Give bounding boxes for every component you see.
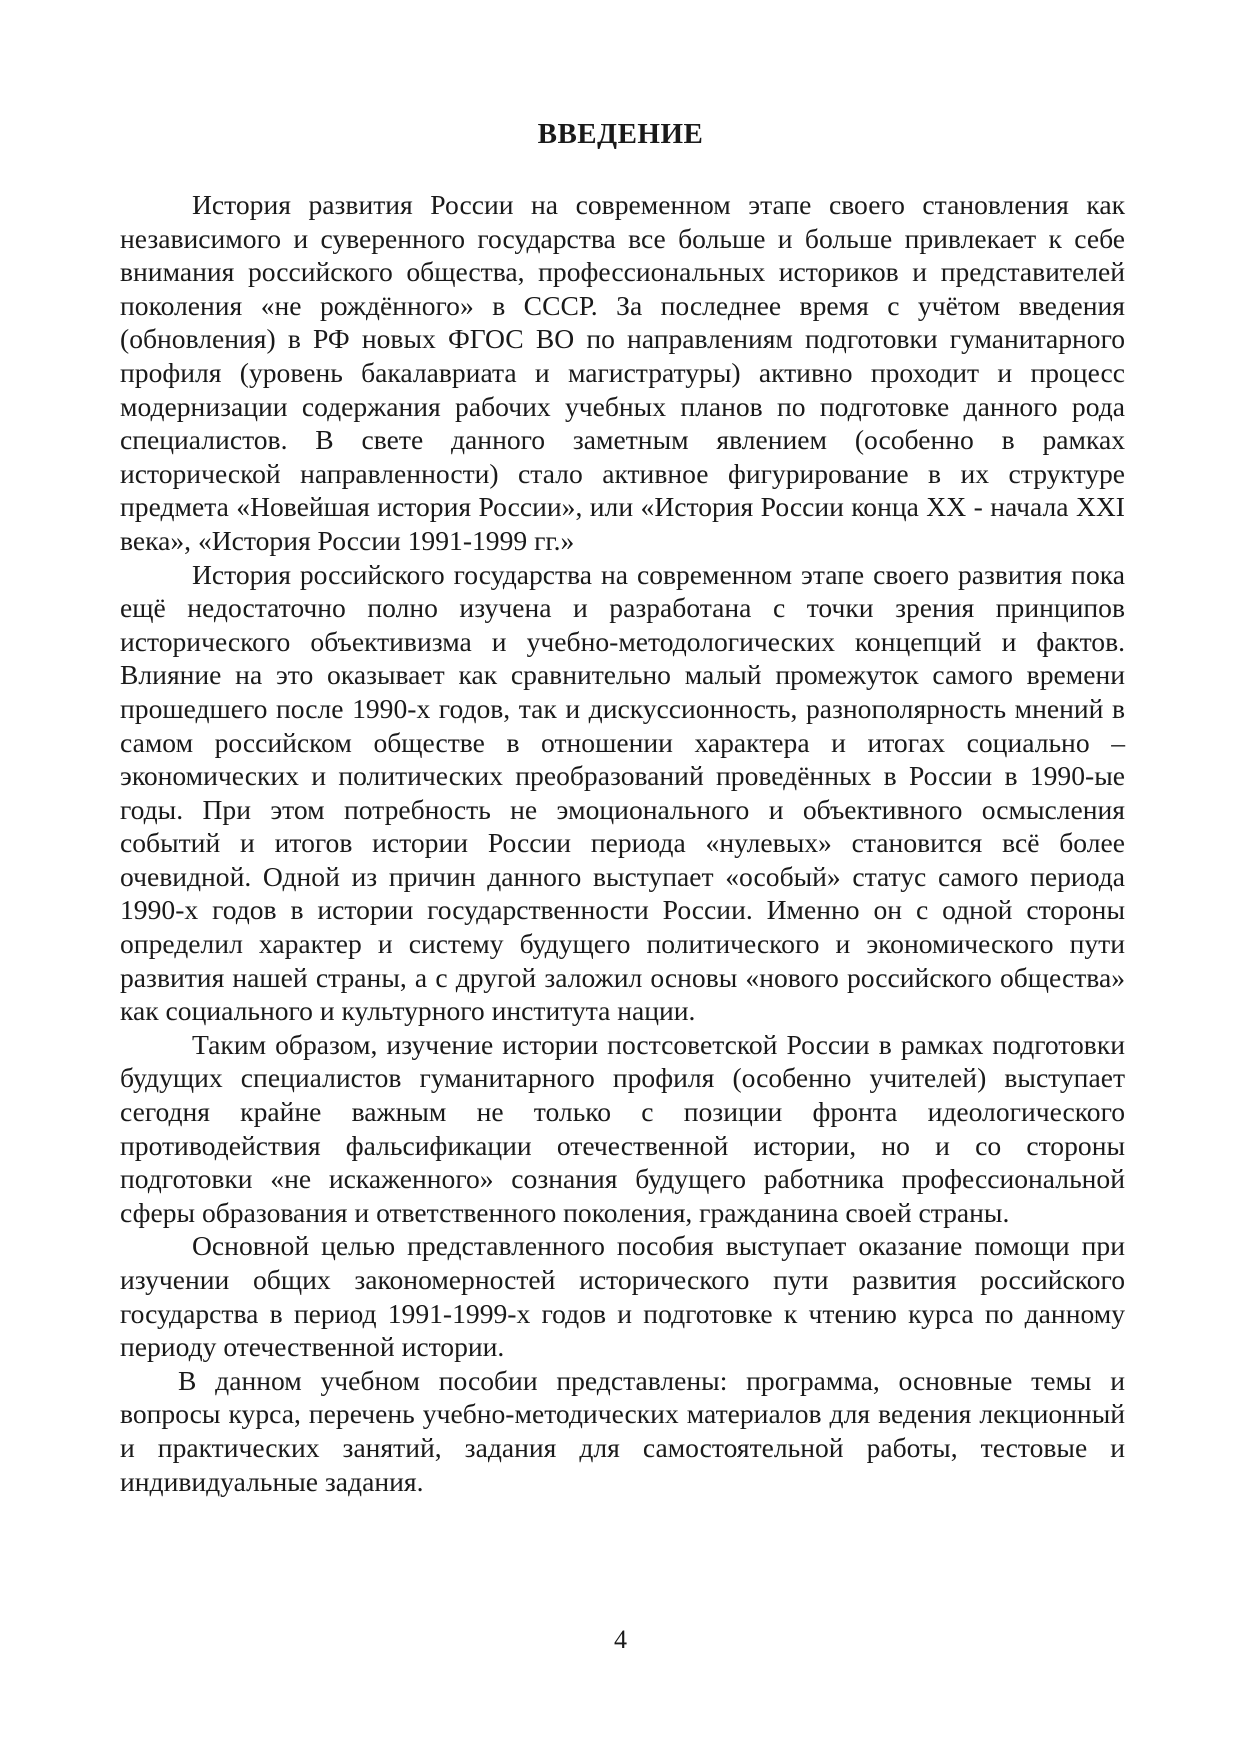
paragraph-3: Таким образом, изучение истории постсоветской России в рамках подготовки будущих специалистов гуманитарного профиля (особенно учителей) выступает сегодня крайне важным не только с позиции фронта идеологического противодействия фальсификации отечественной истории, но и со стороны подготовки «не искаженного» сознания будущего работника профессиональной сферы образования и ответственного поколения, гражданина своей страны.	[120, 1028, 1125, 1228]
paragraph-4: Основной целью представленного пособия выступает оказание помощи при изучении общих закономерностей исторического пути развития российского государства в период 1991-1999-х годов и подготовке к чтению курса по данному периоду отечественной истории.	[120, 1230, 1125, 1363]
paragraph-2: История российского государства на современном этапе своего развития пока ещё недостаточно полно изучена и разработана с точки зрения принципов исторического объективизма и учебно-методологических концепций и фактов. Влияние на это оказывает как сравнительно малый промежуток самого времени прошедшего после 1990-х годов, так и дискуссионность, разнополярность мнений в самом российском обществе в отношении характера и итогах социально – экономических и политических преобразований проведённых в России в 1990-ые годы. При этом потребность не эмоционального и объективного осмысления событий и итогов истории России периода «нулевых» становится всё более очевидной. Одной из причин данного выступает «особый» статус самого периода 1990-х годов в истории государственности России. Именно он с одной стороны определил характер и систему будущего политического и экономического пути развития нашей страны, а с другой заложил основы «нового российского общества» как социального и культурного института нации.	[120, 558, 1125, 1027]
page-title: ВВЕДЕНИЕ	[537, 118, 704, 150]
paragraph-5: В данном учебном пособии представлены: программа, основные темы и вопросы курса, перечень учебно-методических материалов для ведения лекционный и практических занятий, задания для самостоятельной работы, тестовые и индивидуальные задания.	[120, 1364, 1125, 1497]
paragraph-1: История развития России на современном этапе своего становления как независимого и суверенного государства все больше и больше привлекает к себе внимания российского общества, профессиональных историков и представителей поколения «не рождённого» в СССР. За последнее время с учётом введения (обновления) в РФ новых ФГОС ВО по направлениям подготовки гуманитарного профиля (уровень бакалавриата и магистратуры) активно проходит и процесс модернизации содержания рабочих учебных планов по подготовке данного рода специалистов. В свете данного заметным явлением (особенно в рамках исторической направленности) стало активное фигурирование в их структуре предмета «Новейшая история России», или «История России конца XX - начала XXI века», «История России 1991-1999 гг.»	[120, 189, 1125, 556]
body-text	[120, 188, 1125, 1498]
page-number: 4	[614, 1625, 627, 1654]
